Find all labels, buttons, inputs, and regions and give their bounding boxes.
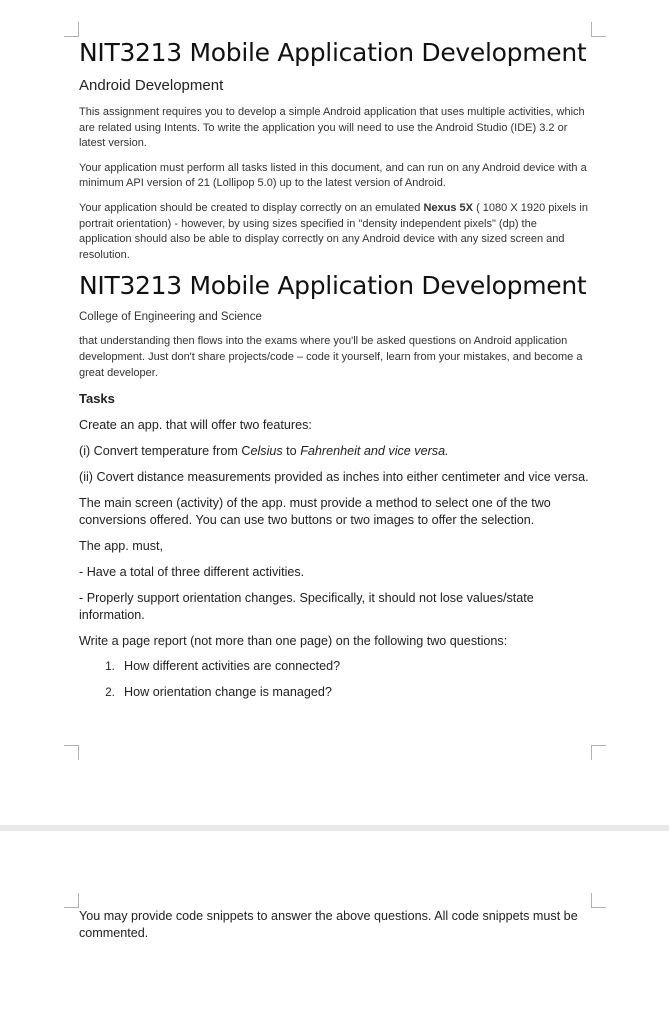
crop-mark-bottom-right <box>591 745 606 760</box>
feature-temperature-to: to <box>282 444 301 459</box>
feature-distance: (ii) Covert distance measurements provided as inches into either centimeter and vice versa. <box>79 470 589 485</box>
device-name: Nexus 5X <box>423 201 474 214</box>
display-paragraph-start: Your application should be created to display correctly on an emulated <box>79 201 424 214</box>
document-title: NIT3213 Mobile Application Development <box>79 38 587 67</box>
main-screen-paragraph: The main screen (activity) of the app. must provide a method to select one of the two conversions offered. You can use two buttons or two images to offer the selection. <box>79 496 551 528</box>
page-1-content <box>79 36 591 710</box>
document-subtitle: Android Development <box>79 77 224 94</box>
question-item: 1. How different activities are connected? <box>118 658 591 675</box>
question-item: 2. How orientation change is managed? <box>118 684 591 701</box>
crop-mark-top-right <box>591 22 606 37</box>
code-snippet-note: You may provide code snippets to answer the above questions. All code snippets must be commented. <box>79 909 578 940</box>
display-paragraph-end: ( 1080 X 1920 pixels in portrait orientation) - however, by using sizes specified in "density independent pixels" (dp) the application should also be able to display correctly on any Android device with any sized screen and resolution. <box>79 201 588 261</box>
document-title-repeat: NIT3213 Mobile Application Development <box>79 271 587 301</box>
task-intro: Create an app. that will offer two features: <box>79 418 312 433</box>
college-name: College of Engineering and Science <box>79 311 262 324</box>
questions-list <box>79 658 591 701</box>
crop-mark-top-left <box>64 893 79 908</box>
exam-paragraph: that understanding then flows into the exams where you'll be asked questions on Android application development. Just don't share projects/code – code it yourself, learn from your mistakes, and become a great developer. <box>79 335 583 379</box>
document-page-2 <box>0 831 669 1024</box>
requirements-paragraph: Your application must perform all tasks listed in this document, and can run on any Android device with a minimum API version of 21 (Lollipop 5.0) up to the latest version of Android. <box>79 161 587 190</box>
must-activities: - Have a total of three different activities. <box>79 565 305 580</box>
feature-temperature-celsius: elsius <box>250 444 283 459</box>
page-2-content <box>79 908 591 942</box>
feature-temperature <box>79 443 591 460</box>
crop-mark-top-left <box>64 22 79 37</box>
feature-temperature-start: (i) Convert temperature from C <box>79 444 251 459</box>
report-instruction: Write a page report (not more than one page) on the following two questions: <box>79 634 508 649</box>
crop-mark-top-right <box>591 893 606 908</box>
crop-mark-bottom-left <box>64 745 79 760</box>
tasks-heading: Tasks <box>79 391 115 407</box>
must-orientation: - Properly support orientation changes. Specifically, it should not lose values/state information. <box>79 591 534 623</box>
must-intro: The app. must, <box>79 539 163 554</box>
feature-temperature-fahrenheit: Fahrenheit and vice versa. <box>300 444 449 459</box>
intro-paragraph: This assignment requires you to develop a simple Android application that uses multiple activities, which are related using Intents. To write the application you will need to use the Android Studio (IDE) 3.2 or latest version. <box>79 106 585 150</box>
display-paragraph <box>79 201 591 263</box>
